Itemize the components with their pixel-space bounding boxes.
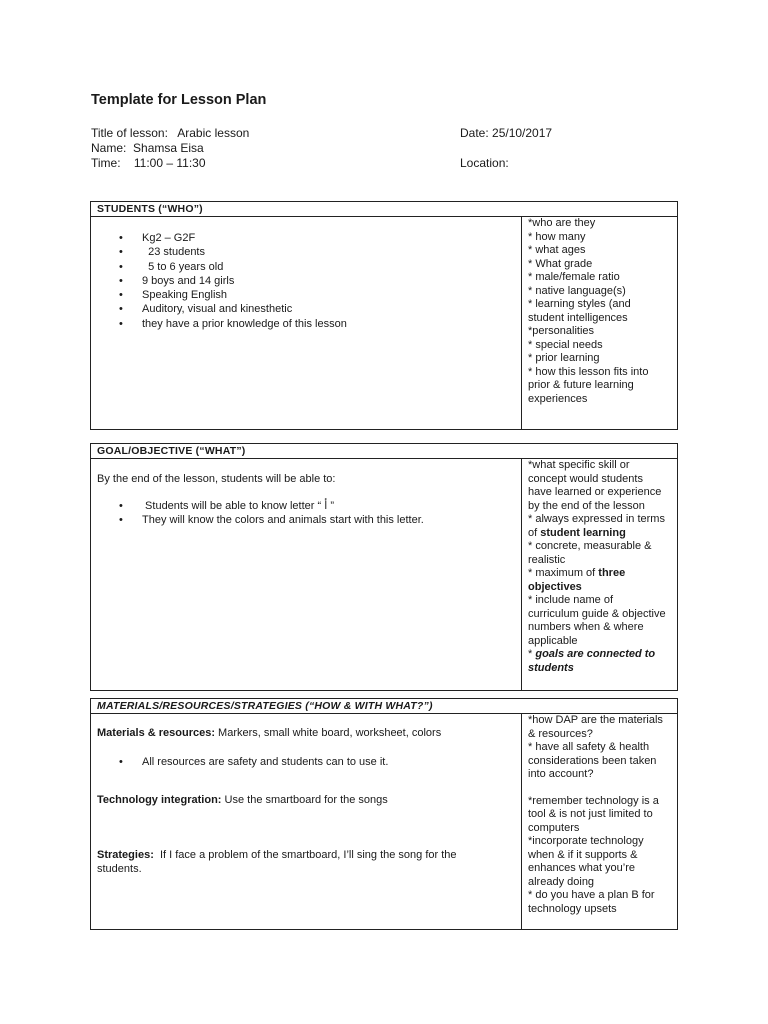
list-item: • All resources are safety and students can to use it. bbox=[91, 755, 388, 769]
guidance-line: concept would students bbox=[528, 472, 643, 485]
guidance-line: * have all safety & health bbox=[528, 741, 650, 753]
guidance-line: * concrete, measurable & bbox=[528, 540, 652, 552]
guidance-line: curriculum guide & objective bbox=[528, 607, 666, 620]
students-bullets bbox=[91, 231, 347, 331]
goal-guidance bbox=[528, 459, 673, 675]
students-header: STUDENTS (“WHO”) bbox=[91, 202, 677, 217]
guidance-line: * how many bbox=[528, 230, 586, 243]
students-section bbox=[90, 201, 678, 430]
guidance-line: by the end of the lesson bbox=[528, 499, 645, 512]
guidance-line: student intelligences bbox=[528, 311, 628, 324]
lesson-location: Location: bbox=[460, 156, 509, 170]
guidance-line bbox=[528, 527, 673, 541]
guidance-line: * prior learning bbox=[528, 352, 600, 364]
guidance-line: experiences bbox=[528, 392, 588, 405]
lesson-time: Time: 11:00 – 11:30 bbox=[91, 156, 206, 170]
materials-bullets bbox=[91, 755, 388, 769]
guidance-line: numbers when & where bbox=[528, 621, 644, 633]
lesson-date: Date: 25/10/2017 bbox=[460, 126, 553, 140]
guidance-emphasis: objectives bbox=[528, 580, 582, 593]
list-item: • Auditory, visual and kinesthetic bbox=[91, 302, 347, 316]
column-divider bbox=[521, 217, 522, 429]
list-item: • Students will be able to know letter “ أ ” bbox=[91, 499, 424, 513]
materials-line bbox=[97, 727, 441, 741]
column-divider bbox=[521, 459, 522, 690]
guidance-line: *remember technology is a bbox=[528, 794, 659, 807]
lesson-meta-left bbox=[91, 126, 249, 171]
materials-label: Materials & resources: bbox=[97, 727, 215, 739]
guidance-line: have learned or experience bbox=[528, 486, 662, 498]
materials-content bbox=[91, 714, 521, 929]
list-item: • 5 to 6 years old bbox=[91, 260, 347, 274]
guidance-line: considerations been taken bbox=[528, 754, 657, 767]
strategies-text: If I face a problem of the smartboard, I’ll sing the song for the bbox=[153, 849, 457, 861]
guidance-line: * male/female ratio bbox=[528, 271, 620, 283]
guidance-emphasis: goals are connected to bbox=[535, 648, 656, 660]
guidance-line bbox=[528, 662, 673, 676]
materials-guidance bbox=[528, 714, 673, 916]
technology-label: Technology integration: bbox=[97, 794, 222, 806]
goal-header: GOAL/OBJECTIVE (“WHAT”) bbox=[91, 444, 677, 459]
guidance-line: into account? bbox=[528, 768, 594, 780]
guidance-line: tool & is not just limited to bbox=[528, 808, 653, 820]
guidance-line: computers bbox=[528, 821, 580, 834]
materials-body bbox=[91, 714, 677, 929]
guidance-line: * include name of bbox=[528, 594, 613, 606]
guidance-line: *personalities bbox=[528, 325, 595, 337]
guidance-line: *what specific skill or bbox=[528, 459, 630, 471]
list-item: • Kg2 – G2F bbox=[91, 231, 347, 245]
guidance-line: *who are they bbox=[528, 217, 596, 229]
guidance-text: * maximum of bbox=[528, 567, 599, 579]
materials-header: MATERIALS/RESOURCES/STRATEGIES (“HOW & WITH WHAT?”) bbox=[91, 699, 677, 714]
guidance-line: *how DAP are the materials bbox=[528, 714, 663, 726]
guidance-line: enhances what you’re bbox=[528, 862, 636, 874]
guidance-line: * do you have a plan B for bbox=[528, 889, 655, 901]
list-item: • Speaking English bbox=[91, 288, 347, 302]
list-item: • 23 students bbox=[91, 245, 347, 259]
goal-intro: By the end of the lesson, students will be able to: bbox=[97, 473, 336, 485]
guidance-line: * native language(s) bbox=[528, 284, 626, 297]
guidance-line: prior & future learning bbox=[528, 379, 634, 391]
page-title: Template for Lesson Plan bbox=[91, 92, 267, 108]
list-item: • 9 boys and 14 girls bbox=[91, 274, 347, 288]
materials-text: Markers, small white board, worksheet, colors bbox=[215, 727, 442, 739]
technology-text: Use the smartboard for the songs bbox=[221, 794, 388, 806]
title-of-lesson: Title of lesson: Arabic lesson bbox=[91, 126, 250, 140]
guidance-emphasis: students bbox=[528, 661, 574, 674]
column-divider bbox=[521, 714, 522, 929]
students-guidance bbox=[528, 217, 673, 406]
students-body bbox=[91, 217, 677, 429]
strategies-text: students. bbox=[97, 862, 142, 875]
guidance-line: realistic bbox=[528, 553, 566, 566]
guidance-line: already doing bbox=[528, 875, 595, 888]
guidance-line: technology upsets bbox=[528, 902, 617, 915]
guidance-line: * how this lesson fits into bbox=[528, 365, 649, 378]
technology-line bbox=[97, 794, 388, 808]
guidance-line: *incorporate technology bbox=[528, 835, 644, 847]
guidance-line bbox=[528, 567, 673, 581]
goal-content bbox=[91, 459, 521, 690]
goal-bullets bbox=[91, 499, 424, 528]
goal-body bbox=[91, 459, 677, 690]
teacher-name: Name: Shamsa Eisa bbox=[91, 141, 204, 155]
lesson-meta-right bbox=[460, 126, 552, 171]
strategies-line bbox=[97, 849, 457, 876]
guidance-emphasis: three bbox=[598, 567, 626, 579]
strategies-label: Strategies: bbox=[97, 849, 154, 861]
guidance-line: * what ages bbox=[528, 244, 586, 256]
guidance-line bbox=[528, 581, 673, 595]
guidance-line: * learning styles (and bbox=[528, 298, 631, 310]
goal-section bbox=[90, 443, 678, 691]
guidance-emphasis: student learning bbox=[540, 526, 626, 539]
guidance-line: applicable bbox=[528, 634, 578, 647]
guidance-text: * bbox=[528, 648, 536, 660]
students-content bbox=[91, 217, 521, 429]
list-item: • They will know the colors and animals start with this letter. bbox=[91, 513, 424, 527]
guidance-line: & resources? bbox=[528, 727, 593, 740]
guidance-line: * What grade bbox=[528, 257, 593, 270]
list-item: • they have a prior knowledge of this lesson bbox=[91, 317, 347, 331]
guidance-line bbox=[528, 648, 673, 662]
materials-section bbox=[90, 698, 678, 930]
guidance-line: when & if it supports & bbox=[528, 848, 638, 861]
guidance-line: * special needs bbox=[528, 338, 603, 351]
guidance-line: * always expressed in terms bbox=[528, 513, 665, 525]
guidance-text: of bbox=[528, 526, 541, 539]
